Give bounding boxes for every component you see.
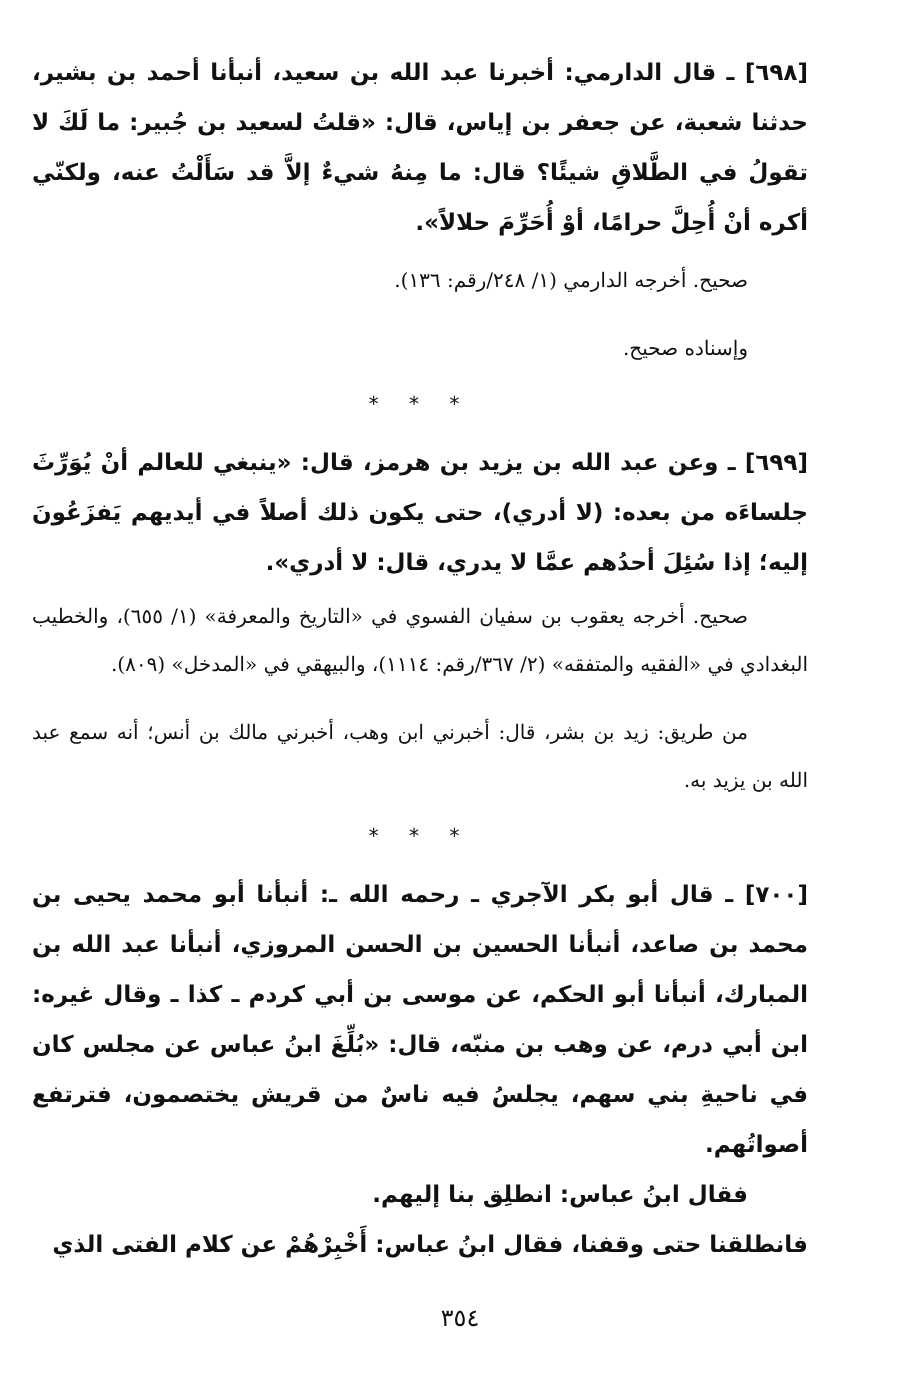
hadith-700-text	[32, 870, 808, 1170]
hadith-699-number: [٦٩٩]	[744, 450, 808, 476]
hadith-699	[32, 438, 808, 804]
page-content	[32, 48, 808, 1270]
hadith-700-paragraph-2: فقال ابنُ عباس: انطلِق بنا إليهم.	[372, 1182, 748, 1208]
hadith-700-paragraph-3: فانطلقنا حتى وقفنا، فقال ابنُ عباس: أَخْبِرْهُمْ عن كلام الفتى الذي	[52, 1232, 808, 1258]
section-separator: * * *	[368, 824, 472, 848]
hadith-699-grade: صحيح. أخرجه يعقوب بن سفيان الفسوي في «التاريخ والمعرفة» (١/ ٦٥٥)، والخطيب البغدادي في «الفقيه والمتفقه» (٢/ ٣٦٧/رقم: ١١١٤)، والبيهقي في «المدخل» (٨٠٩).	[32, 604, 808, 676]
hadith-698-text	[32, 48, 808, 248]
hadith-698-body: ـ قال الدارمي: أخبرنا عبد الله بن سعيد، أنبأنا أحمد بن بشير، حدثنا شعبة، عن جعفر بن إياس، قال: «قلتُ لسعيد بن جُبير: ما لَكَ لا تقولُ في الطَّلاقِ شيئًا؟ قال: ما مِنهُ شيءٌ إلاَّ قد سَأَلْتُ عنه، ولكنّي أكره أنْ أُحِلَّ حرامًا، أوْ أُحَرِّمَ حلالاً».	[32, 60, 808, 236]
hadith-700-body: ـ قال أبو بكر الآجري ـ رحمه الله ـ: أنبأنا أبو محمد يحيى بن محمد بن صاعد، أنبأنا الحسين بن الحسن المروزي، أنبأنا عبد الله بن المبارك، أنبأنا أبو الحكم، عن موسى بن أبي كردم ـ كذا ـ وقال غيره: ابن أبي درم، عن وهب بن منبّه، قال: «بُلِّغَ ابنُ عباس عن مجلس كان في ناحيةِ بني سهم، يجلسُ فيه ناسٌ من قريش يختصمون، فترتفع أصواتُهم.	[32, 882, 808, 1158]
hadith-700-number: [٧٠٠]	[744, 882, 808, 908]
hadith-699-text	[32, 438, 808, 588]
hadith-700	[32, 870, 808, 1270]
hadith-698-grade: صحيح. أخرجه الدارمي (١/ ٢٤٨/رقم: ١٣٦).	[394, 268, 748, 292]
hadith-699-isnad: من طريق: زيد بن بشر، قال: أخبرني ابن وهب، أخبرني مالك بن أنس؛ أنه سمع عبد الله بن يزيد به.	[32, 720, 808, 792]
hadith-698-number: [٦٩٨]	[744, 60, 808, 86]
section-separator: * * *	[368, 392, 472, 416]
hadith-698	[32, 48, 808, 372]
hadith-698-isnad: وإسناده صحيح.	[622, 336, 748, 360]
page-number: ٣٥٤	[440, 1304, 480, 1332]
hadith-699-body: ـ وعن عبد الله بن يزيد بن هرمز، قال: «ينبغي للعالم أنْ يُوَرِّثَ جلساءَه من بعده: (لا أدري)، حتى يكون ذلك أصلاً في أيديهم يَفزَعُونَ إليه؛ إذا سُئِلَ أحدُهم عمَّا لا يدري، قال: لا أدري».	[32, 450, 808, 576]
